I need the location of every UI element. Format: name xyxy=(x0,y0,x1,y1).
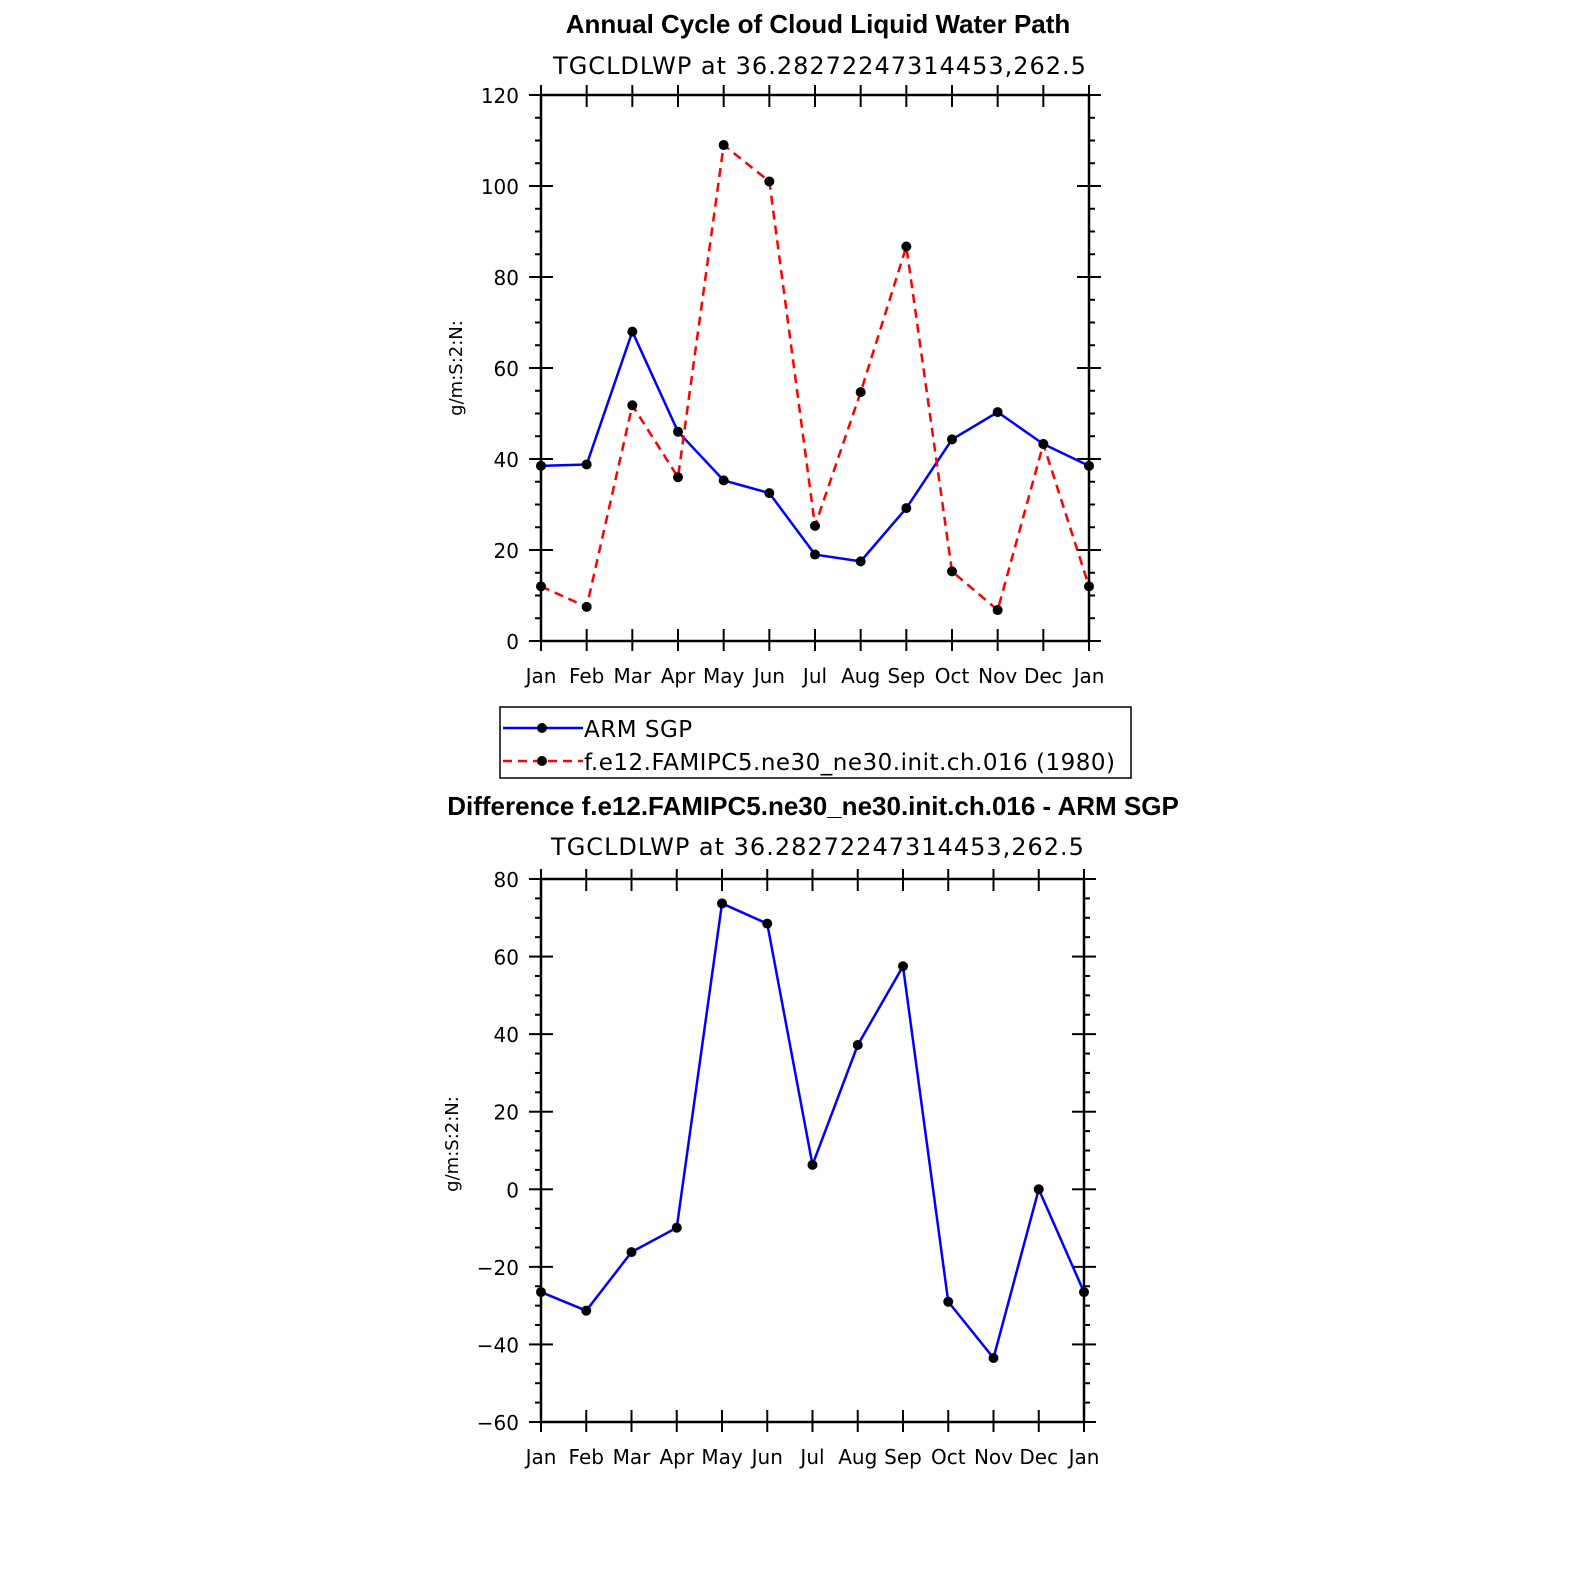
y-tick-label: 40 xyxy=(493,1023,519,1048)
y-tick-label: 20 xyxy=(493,1100,519,1125)
data-point xyxy=(1038,439,1048,449)
data-point xyxy=(947,566,957,576)
x-tick-label: May xyxy=(701,1445,743,1469)
data-point xyxy=(901,503,911,513)
data-point xyxy=(898,961,908,971)
data-point xyxy=(993,605,1003,615)
x-tick-label: Nov xyxy=(978,664,1018,688)
data-point xyxy=(627,400,637,410)
y-tick-label: 100 xyxy=(480,175,519,199)
annual-cycle-panel xyxy=(446,9,1131,778)
y-tick-label: −40 xyxy=(476,1333,519,1358)
data-point xyxy=(856,556,866,566)
x-tick-label: Apr xyxy=(660,664,696,688)
x-tick-label: Sep xyxy=(887,664,926,688)
data-point xyxy=(810,521,820,531)
plot-marks xyxy=(536,140,1094,615)
y-tick-label: 0 xyxy=(506,630,519,654)
data-point xyxy=(947,434,957,444)
y-tick-label: 60 xyxy=(493,945,519,970)
x-tick-label: Aug xyxy=(841,664,881,688)
x-tick-label: Oct xyxy=(930,1445,966,1469)
y-axis-label: g/m:S:2:N: xyxy=(446,320,467,416)
chart-subtitle: TGCLDLWP at 36.28272247314453,262.5 xyxy=(551,833,1085,861)
legend-label-arm-sgp: ARM SGP xyxy=(584,717,693,743)
y-tick-label: −60 xyxy=(476,1411,519,1435)
x-tick-label: Dec xyxy=(1019,1445,1059,1469)
difference-panel xyxy=(442,791,1179,1469)
x-tick-label: Oct xyxy=(934,664,970,688)
x-tick-label: Feb xyxy=(568,1445,604,1469)
series-line-0 xyxy=(541,903,1084,1358)
data-point xyxy=(810,550,820,560)
data-point xyxy=(672,1223,682,1233)
chart-title: Difference f.e12.FAMIPC5.ne30_ne30.init.ch.016 - ARM SGP xyxy=(447,791,1179,821)
y-tick-label: 20 xyxy=(493,539,519,563)
y-tick-label: 60 xyxy=(493,357,519,381)
x-tick-label: Jul xyxy=(800,1445,825,1469)
data-point xyxy=(582,602,592,612)
x-tick-label: Jun xyxy=(751,1445,783,1469)
data-point xyxy=(808,1160,818,1170)
data-point xyxy=(719,140,729,150)
x-tick-label: Feb xyxy=(568,664,605,688)
legend xyxy=(500,707,1131,778)
x-tick-label: Aug xyxy=(838,1445,878,1469)
data-point xyxy=(853,1040,863,1050)
x-tick-label: May xyxy=(702,664,745,688)
data-point xyxy=(673,472,683,482)
data-point xyxy=(901,242,911,252)
data-point xyxy=(581,1306,591,1316)
data-point xyxy=(764,176,774,186)
data-point xyxy=(717,898,727,908)
data-point xyxy=(989,1353,999,1363)
x-tick-label: Nov xyxy=(973,1445,1014,1469)
legend-marker-arm-sgp xyxy=(537,723,547,733)
x-tick-label: Dec xyxy=(1023,664,1063,688)
y-tick-label: 80 xyxy=(493,266,519,290)
x-tick-label: Jan xyxy=(525,664,557,688)
x-tick-label: Mar xyxy=(612,1445,651,1469)
axes-ticks xyxy=(477,868,1100,1469)
x-tick-label: Sep xyxy=(884,1445,922,1469)
data-point xyxy=(627,1247,637,1257)
x-tick-label: Jan xyxy=(525,1445,557,1469)
y-tick-label: 40 xyxy=(493,448,519,472)
axes-ticks xyxy=(481,84,1105,688)
x-tick-label: Jul xyxy=(802,664,828,688)
data-point xyxy=(1034,1184,1044,1194)
plot-frame xyxy=(541,879,1084,1422)
data-point xyxy=(943,1297,953,1307)
data-point xyxy=(764,488,774,498)
y-tick-label: −20 xyxy=(476,1255,519,1280)
series-line-1 xyxy=(541,145,1089,610)
y-tick-label: 80 xyxy=(493,868,519,892)
legend-marker-model xyxy=(537,756,547,766)
y-axis-label: g/m:S:2:N: xyxy=(442,1096,463,1192)
x-tick-label: Jun xyxy=(753,664,785,688)
data-point xyxy=(719,475,729,485)
data-point xyxy=(673,427,683,437)
y-tick-label: 120 xyxy=(480,84,519,108)
y-tick-label: 0 xyxy=(506,1178,519,1203)
chart-subtitle: TGCLDLWP at 36.28272247314453,262.5 xyxy=(553,52,1087,80)
plot-marks xyxy=(536,898,1089,1363)
x-tick-label: Mar xyxy=(613,664,652,688)
data-point xyxy=(762,919,772,929)
x-tick-label: Jan xyxy=(1068,1445,1100,1469)
x-tick-label: Apr xyxy=(659,1445,695,1469)
x-tick-label: Jan xyxy=(1073,664,1105,688)
data-point xyxy=(993,407,1003,417)
chart-title: Annual Cycle of Cloud Liquid Water Path xyxy=(565,9,1071,39)
data-point xyxy=(582,459,592,469)
legend-label-model: f.e12.FAMIPC5.ne30_ne30.init.ch.016 (1980) xyxy=(584,750,1116,776)
data-point xyxy=(856,387,866,397)
data-point xyxy=(627,327,637,337)
